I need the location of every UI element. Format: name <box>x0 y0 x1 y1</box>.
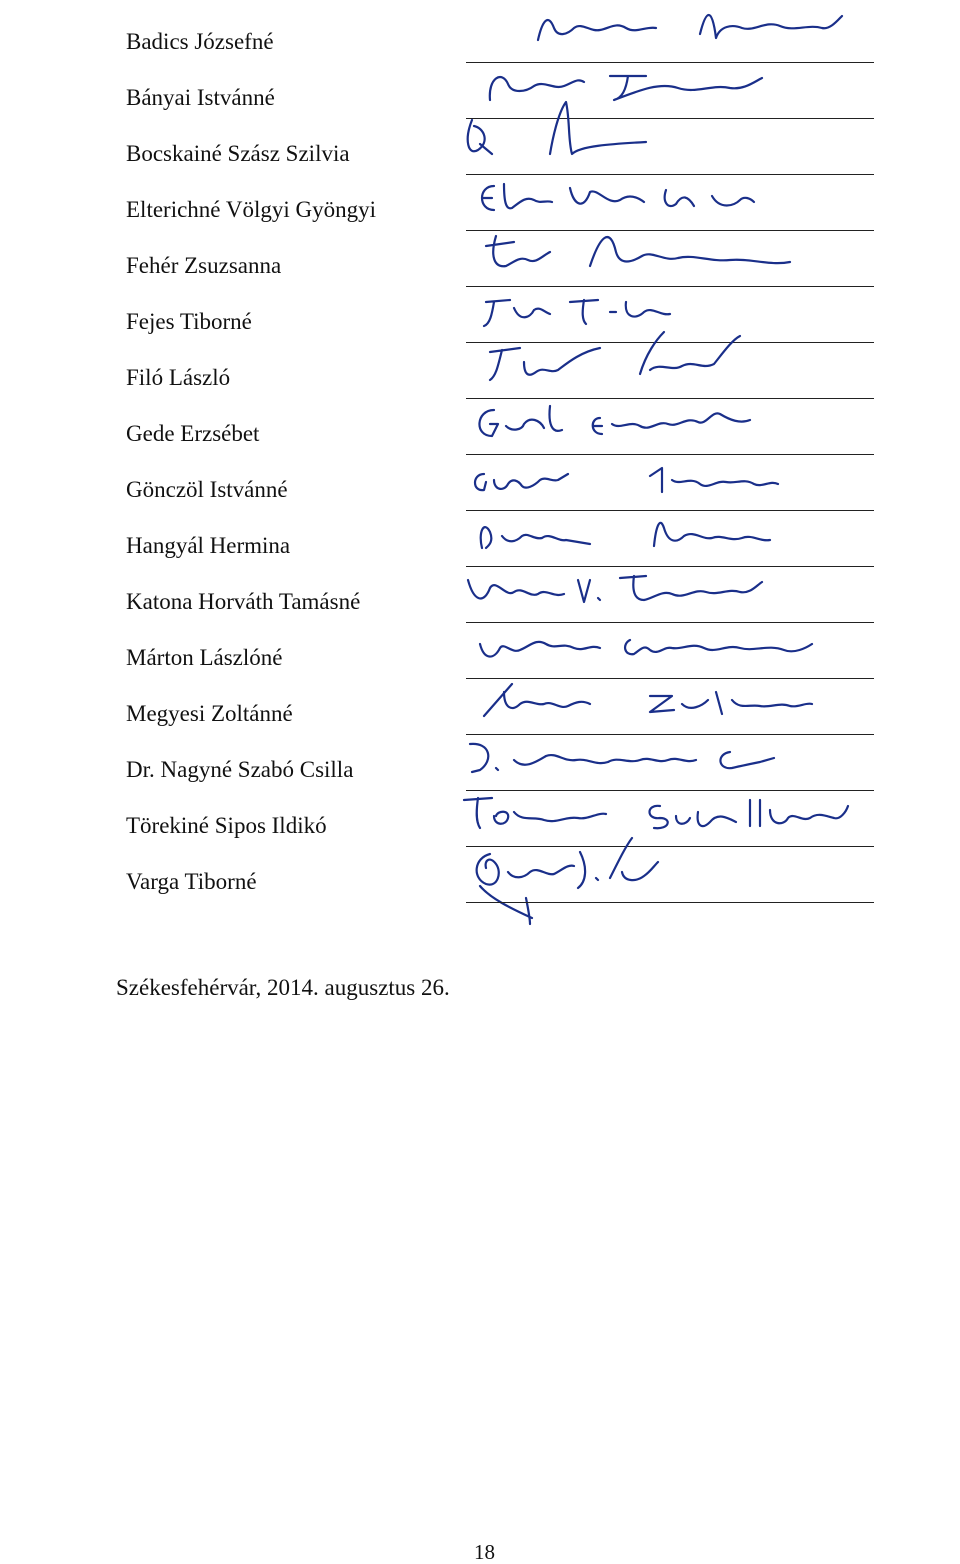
handwritten-signature <box>450 502 870 550</box>
signatory-name: Katona Horváth Tamásné <box>126 589 361 614</box>
signatory-name: Bocskainé Szász Szilvia <box>126 141 350 166</box>
signatory-name: Varga Tiborné <box>126 869 257 894</box>
handwritten-signature <box>450 110 870 158</box>
signatory-name: Márton Lászlóné <box>126 645 283 670</box>
handwritten-signature <box>450 334 870 382</box>
signatory-name: Gönczöl Istvánné <box>126 477 288 502</box>
handwritten-signature <box>450 558 870 606</box>
signatory-name: Törekiné Sipos Ildikó <box>126 813 327 838</box>
signatory-row <box>0 868 960 924</box>
handwritten-signature <box>450 614 870 662</box>
signatory-name: Bányai Istvánné <box>126 85 275 110</box>
signatory-name: Dr. Nagyné Szabó Csilla <box>126 757 354 782</box>
handwritten-signature <box>450 222 870 270</box>
handwritten-signature <box>450 838 870 886</box>
signatory-name: Badics Józsefné <box>126 29 274 54</box>
signatory-name: Fejes Tiborné <box>126 309 252 334</box>
signatory-name: Fehér Zsuzsanna <box>126 253 282 278</box>
handwritten-signature <box>450 166 870 214</box>
handwritten-signature <box>450 670 870 718</box>
signatory-name: Elterichné Völgyi Gyöngyi <box>126 197 376 222</box>
handwritten-signature <box>450 278 870 326</box>
page-number: 18 <box>474 1540 495 1564</box>
place-and-date: Székesfehérvár, 2014. augusztus 26. <box>116 975 450 1000</box>
signatory-name: Megyesi Zoltánné <box>126 701 293 726</box>
handwritten-signature <box>450 782 870 830</box>
signatory-name: Hangyál Hermina <box>126 533 291 558</box>
handwritten-signature <box>450 0 870 46</box>
handwritten-signature <box>450 446 870 494</box>
signature-line <box>466 902 874 903</box>
handwritten-signature <box>450 726 870 774</box>
signatory-name: Gede Erzsébet <box>126 421 260 446</box>
handwritten-signature <box>450 54 870 102</box>
handwritten-signature <box>450 390 870 438</box>
signatory-name: Filó László <box>126 365 231 390</box>
